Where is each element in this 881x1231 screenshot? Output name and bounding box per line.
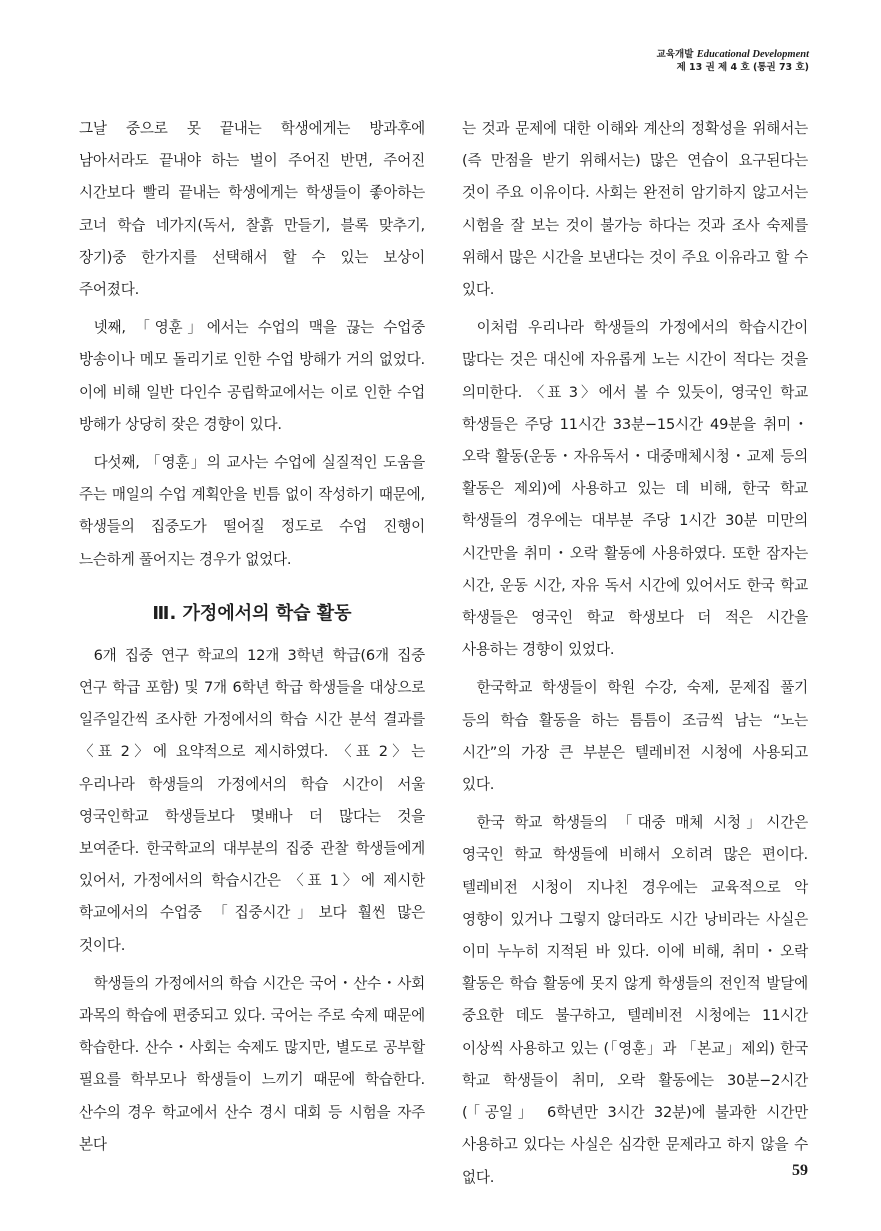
paragraph: 6개 집중 연구 학교의 12개 3학년 학급(6개 집중 연구 학급 포함) 및 7개 6학년 학급 학생들을 대상으로 일주일간씩 조사한 가정에서의 학습 시간 분석 결과를 〈표 2〉에 요약적으로 제시하였다. 〈표 2〉는 우리나라 학생들의 가정에서의 학습 시간이 서울 영국인학교 학생들보다 몇배나 더 많다는 것을 보여준다. 한국학교의 대부분의 집중 관찰 학생들에게 있어서, 가정에서의 학습시간은 〈표 1〉에 제시한 학교에서의 수업중 「집중시간」보다 훨씬 많은 것이다. xyxy=(79,646,425,954)
journal-title-ko: 교육개발 xyxy=(656,49,694,60)
paragraph: 한국학교 학생들이 학원 수강, 숙제, 문제집 풀기 등의 학습 활동을 하는 틈틈이 조금씩 남는 “노는 시간”의 가장 큰 부분은 텔레비전 시청에 사용되고 있다. xyxy=(462,679,808,794)
section-heading: Ⅲ. 가정에서의 학습 활동 xyxy=(152,602,352,624)
paragraph: 학생들의 가정에서의 학습 시간은 국어・산수・사회 과목의 학습에 편중되고 있다. 국어는 주로 숙제 때문에 학습한다. 산수・사회는 숙제도 많지만, 별도로 공부할 필요를 학부모나 학생들이 느끼기 때문에 학습한다. 산수의 경우 학교에서 산수 경시 대회 등 시험을 자주 본다 xyxy=(79,974,425,1153)
paragraph: 한국 학교 학생들의 「대중 매체 시청」시간은 영국인 학교 학생들에 비해서 오히려 많은 편이다. 텔레비전 시청이 지나친 경우에는 교육적으로 악 영향이 있거나 그렇지 않더라도 시간 낭비라는 사실은 이미 누누히 지적된 바 있다. 이에 비해, 취미・오락 활동은 학습 활동에 못지 않게 학생들의 전인적 발달에 중요한 데도 불구하고, 텔레비전 시청에는 11시간 이상씩 사용하고 있는 (「영훈」과 「본교」제외) 한국 학교 학생들이 취미, 오락 활동에는 30분−2시간(「공일」 6학년만 3시간 32분)에 불과한 시간만 사용하고 있다는 사실은 심각한 문제라고 하지 않을 수 없다. xyxy=(462,814,808,1186)
paragraph: 그날 중으로 못 끝내는 학생에게는 방과후에 남아서라도 끝내야 하는 벌이 주어진 반면, 주어진 시간보다 빨리 끝내는 학생에게는 학생들이 좋아하는 코너 학습 네가지(독서, 찰흙 만들기, 블록 맞추기, 장기)중 한가지를 선택해서 할 수 있는 보상이 주어졌다. xyxy=(79,120,425,299)
journal-header xyxy=(657,48,809,74)
paragraph: 다섯째, 「영훈」의 교사는 수업에 실질적인 도움을 주는 매일의 수업 계획안을 빈틈 없이 작성하기 때문에, 학생들의 집중도가 떨어질 정도로 수업 진행이 느슨하게 풀어지는 경우가 없었다. xyxy=(79,454,425,568)
page-number: 59 xyxy=(792,1162,808,1179)
paragraph: 넷째, 「영훈」에서는 수업의 맥을 끊는 수업중 방송이나 메모 돌리기로 인한 수업 방해가 거의 없었다. 이에 비해 일반 다인수 공립학교에서는 이로 인한 수업 방해가 상당히 잦은 경향이 있다. xyxy=(79,319,425,433)
left-column xyxy=(79,113,425,1161)
paragraph: 는 것과 문제에 대한 이해와 계산의 정확성을 위해서는 (즉 만점을 받기 위해서는) 많은 연습이 요구된다는 것이 주요 이유이다. 사회는 완전히 암기하지 않고서는 시험을 잘 보는 것이 불가능 하다는 것과 조사 숙제를 위해서 많은 시간을 보낸다는 것이 주요 이유라고 할 수 있다. xyxy=(462,120,808,299)
journal-issue: 제 13 권 제 4 호 (통권 73 호) xyxy=(676,62,809,73)
journal-title-en: Educational Development xyxy=(696,49,809,60)
right-column xyxy=(462,113,808,1194)
journal-title xyxy=(657,48,809,61)
paragraph: 이처럼 우리나라 학생들의 가정에서의 학습시간이 많다는 것은 대신에 자유롭게 노는 시간이 적다는 것을 의미한다. 〈표 3〉에서 볼 수 있듯이, 영국인 학교 학생들은 주당 11시간 33분−15시간 49분을 취미・오락 활동(운동・자유독서・대중매체시청・교제 등의 활동은 제외)에 사용하고 있는 데 비해, 한국 학교 학생들의 경우에는 대부분 주당 1시간 30분 미만의 시간만을 취미・오락 활동에 사용하였다. 또한 잠자는 시간, 운동 시간, 자유 독서 시간에 있어서도 한국 학교 학생들은 영국인 학교 학생보다 더 적은 시간을 사용하는 경향이 있었다. xyxy=(462,319,808,659)
